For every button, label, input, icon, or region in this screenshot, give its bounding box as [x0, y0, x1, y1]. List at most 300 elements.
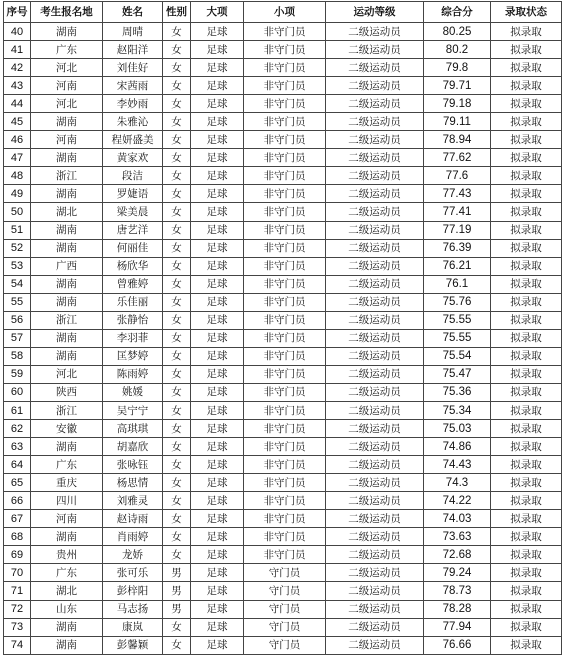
table-row	[4, 131, 562, 149]
cell-gender: 女	[163, 456, 191, 474]
table-row	[4, 185, 562, 203]
cell-level: 二级运动员	[326, 77, 424, 95]
cell-event: 非守门员	[244, 185, 326, 203]
cell-name: 杨欣华	[103, 257, 163, 275]
cell-event: 非守门员	[244, 257, 326, 275]
cell-score: 75.36	[424, 383, 491, 401]
cell-region: 湖北	[31, 582, 103, 600]
cell-name: 段洁	[103, 167, 163, 185]
cell-gender: 女	[163, 528, 191, 546]
cell-index: 44	[4, 95, 31, 113]
cell-status: 拟录取	[491, 383, 562, 401]
cell-sport: 足球	[191, 401, 244, 419]
cell-name: 唐艺洋	[103, 221, 163, 239]
cell-status: 拟录取	[491, 365, 562, 383]
cell-event: 守门员	[244, 582, 326, 600]
cell-level: 二级运动员	[326, 347, 424, 365]
cell-status: 拟录取	[491, 618, 562, 636]
admission-table	[3, 1, 562, 655]
cell-level: 二级运动员	[326, 113, 424, 131]
cell-index: 56	[4, 311, 31, 329]
cell-index: 60	[4, 383, 31, 401]
cell-index: 50	[4, 203, 31, 221]
cell-name: 肖雨婷	[103, 528, 163, 546]
cell-name: 马志扬	[103, 600, 163, 618]
cell-index: 57	[4, 329, 31, 347]
cell-level: 二级运动员	[326, 221, 424, 239]
header-cell-gender: 性别	[163, 2, 191, 23]
cell-level: 二级运动员	[326, 636, 424, 654]
cell-status: 拟录取	[491, 203, 562, 221]
cell-index: 55	[4, 293, 31, 311]
cell-event: 非守门员	[244, 131, 326, 149]
cell-event: 非守门员	[244, 23, 326, 41]
cell-name: 罗婕语	[103, 185, 163, 203]
cell-level: 二级运动员	[326, 23, 424, 41]
cell-sport: 足球	[191, 564, 244, 582]
table-row	[4, 600, 562, 618]
cell-event: 非守门员	[244, 113, 326, 131]
table-row	[4, 221, 562, 239]
cell-name: 黄家欢	[103, 149, 163, 167]
cell-event: 非守门员	[244, 95, 326, 113]
cell-score: 75.54	[424, 347, 491, 365]
cell-event: 非守门员	[244, 383, 326, 401]
cell-score: 73.63	[424, 528, 491, 546]
cell-sport: 足球	[191, 113, 244, 131]
cell-name: 龙娇	[103, 546, 163, 564]
cell-index: 74	[4, 636, 31, 654]
cell-index: 40	[4, 23, 31, 41]
table-row	[4, 401, 562, 419]
cell-gender: 女	[163, 420, 191, 438]
cell-score: 76.39	[424, 239, 491, 257]
cell-name: 李羽菲	[103, 329, 163, 347]
cell-region: 湖南	[31, 329, 103, 347]
header-cell-name: 姓名	[103, 2, 163, 23]
table-row	[4, 239, 562, 257]
cell-region: 河南	[31, 131, 103, 149]
table-row	[4, 582, 562, 600]
cell-level: 二级运动员	[326, 420, 424, 438]
cell-region: 湖南	[31, 293, 103, 311]
cell-index: 68	[4, 528, 31, 546]
cell-sport: 足球	[191, 77, 244, 95]
cell-level: 二级运动员	[326, 365, 424, 383]
cell-level: 二级运动员	[326, 275, 424, 293]
cell-status: 拟录取	[491, 113, 562, 131]
cell-index: 41	[4, 41, 31, 59]
cell-name: 吴宁宁	[103, 401, 163, 419]
cell-name: 宋茜雨	[103, 77, 163, 95]
cell-level: 二级运动员	[326, 474, 424, 492]
cell-level: 二级运动员	[326, 492, 424, 510]
cell-event: 非守门员	[244, 492, 326, 510]
cell-name: 张静怡	[103, 311, 163, 329]
header-cell-sport: 大项	[191, 2, 244, 23]
cell-sport: 足球	[191, 636, 244, 654]
cell-event: 非守门员	[244, 474, 326, 492]
cell-gender: 男	[163, 582, 191, 600]
cell-score: 77.41	[424, 203, 491, 221]
cell-sport: 足球	[191, 311, 244, 329]
cell-region: 山东	[31, 600, 103, 618]
header-cell-index: 序号	[4, 2, 31, 23]
cell-status: 拟录取	[491, 401, 562, 419]
cell-score: 79.8	[424, 59, 491, 77]
admission-table-sheet	[3, 1, 561, 655]
cell-index: 43	[4, 77, 31, 95]
cell-index: 59	[4, 365, 31, 383]
cell-index: 73	[4, 618, 31, 636]
cell-sport: 足球	[191, 347, 244, 365]
cell-sport: 足球	[191, 221, 244, 239]
table-row	[4, 77, 562, 95]
table-row	[4, 347, 562, 365]
cell-region: 陕西	[31, 383, 103, 401]
cell-gender: 女	[163, 149, 191, 167]
cell-event: 守门员	[244, 618, 326, 636]
cell-sport: 足球	[191, 456, 244, 474]
header-cell-event: 小项	[244, 2, 326, 23]
cell-name: 刘雅灵	[103, 492, 163, 510]
table-row	[4, 456, 562, 474]
cell-status: 拟录取	[491, 41, 562, 59]
cell-status: 拟录取	[491, 438, 562, 456]
cell-region: 湖南	[31, 636, 103, 654]
cell-status: 拟录取	[491, 149, 562, 167]
cell-index: 46	[4, 131, 31, 149]
cell-score: 75.55	[424, 311, 491, 329]
cell-gender: 女	[163, 293, 191, 311]
cell-sport: 足球	[191, 492, 244, 510]
cell-sport: 足球	[191, 383, 244, 401]
cell-gender: 女	[163, 41, 191, 59]
cell-level: 二级运动员	[326, 329, 424, 347]
cell-index: 51	[4, 221, 31, 239]
cell-level: 二级运动员	[326, 438, 424, 456]
table-row	[4, 420, 562, 438]
cell-score: 77.62	[424, 149, 491, 167]
cell-region: 四川	[31, 492, 103, 510]
cell-status: 拟录取	[491, 257, 562, 275]
cell-gender: 女	[163, 311, 191, 329]
cell-sport: 足球	[191, 203, 244, 221]
cell-gender: 女	[163, 636, 191, 654]
table-row	[4, 113, 562, 131]
cell-event: 非守门员	[244, 438, 326, 456]
cell-gender: 男	[163, 564, 191, 582]
cell-region: 河南	[31, 510, 103, 528]
table-row	[4, 293, 562, 311]
cell-name: 刘佳好	[103, 59, 163, 77]
cell-gender: 女	[163, 95, 191, 113]
cell-region: 湖南	[31, 438, 103, 456]
cell-region: 湖南	[31, 275, 103, 293]
cell-name: 赵阳洋	[103, 41, 163, 59]
table-row	[4, 636, 562, 654]
header-cell-status: 录取状态	[491, 2, 562, 23]
cell-status: 拟录取	[491, 546, 562, 564]
cell-level: 二级运动员	[326, 618, 424, 636]
cell-index: 72	[4, 600, 31, 618]
cell-name: 张咏钰	[103, 456, 163, 474]
cell-level: 二级运动员	[326, 167, 424, 185]
cell-sport: 足球	[191, 131, 244, 149]
cell-score: 76.1	[424, 275, 491, 293]
cell-gender: 男	[163, 600, 191, 618]
cell-score: 80.2	[424, 41, 491, 59]
cell-status: 拟录取	[491, 456, 562, 474]
cell-name: 赵诗雨	[103, 510, 163, 528]
cell-gender: 女	[163, 275, 191, 293]
cell-region: 湖南	[31, 113, 103, 131]
cell-sport: 足球	[191, 149, 244, 167]
cell-event: 非守门员	[244, 311, 326, 329]
cell-gender: 女	[163, 257, 191, 275]
cell-region: 浙江	[31, 167, 103, 185]
cell-name: 朱雅沁	[103, 113, 163, 131]
cell-region: 湖南	[31, 149, 103, 167]
table-header-row	[4, 2, 562, 23]
cell-name: 姚媛	[103, 383, 163, 401]
cell-region: 贵州	[31, 546, 103, 564]
cell-sport: 足球	[191, 365, 244, 383]
table-row	[4, 492, 562, 510]
cell-score: 79.24	[424, 564, 491, 582]
cell-sport: 足球	[191, 438, 244, 456]
cell-status: 拟录取	[491, 95, 562, 113]
cell-level: 二级运动员	[326, 456, 424, 474]
cell-region: 湖南	[31, 347, 103, 365]
cell-status: 拟录取	[491, 329, 562, 347]
cell-sport: 足球	[191, 185, 244, 203]
cell-sport: 足球	[191, 528, 244, 546]
table-row	[4, 41, 562, 59]
cell-name: 杨思情	[103, 474, 163, 492]
cell-level: 二级运动员	[326, 600, 424, 618]
cell-index: 70	[4, 564, 31, 582]
cell-event: 非守门员	[244, 203, 326, 221]
cell-sport: 足球	[191, 239, 244, 257]
cell-gender: 女	[163, 77, 191, 95]
cell-score: 78.73	[424, 582, 491, 600]
cell-gender: 女	[163, 59, 191, 77]
cell-name: 康岚	[103, 618, 163, 636]
cell-sport: 足球	[191, 618, 244, 636]
cell-level: 二级运动员	[326, 528, 424, 546]
cell-region: 广西	[31, 257, 103, 275]
cell-gender: 女	[163, 131, 191, 149]
cell-status: 拟录取	[491, 293, 562, 311]
cell-region: 湖北	[31, 203, 103, 221]
cell-gender: 女	[163, 383, 191, 401]
cell-index: 45	[4, 113, 31, 131]
table-row	[4, 149, 562, 167]
cell-region: 广东	[31, 41, 103, 59]
cell-name: 李妙雨	[103, 95, 163, 113]
cell-score: 74.86	[424, 438, 491, 456]
cell-status: 拟录取	[491, 77, 562, 95]
cell-region: 河北	[31, 95, 103, 113]
cell-score: 75.03	[424, 420, 491, 438]
cell-sport: 足球	[191, 293, 244, 311]
cell-sport: 足球	[191, 582, 244, 600]
cell-score: 77.19	[424, 221, 491, 239]
table-row	[4, 365, 562, 383]
table-row	[4, 59, 562, 77]
table-row	[4, 528, 562, 546]
cell-name: 彭馨颖	[103, 636, 163, 654]
table-row	[4, 203, 562, 221]
cell-event: 非守门员	[244, 456, 326, 474]
cell-score: 75.34	[424, 401, 491, 419]
cell-status: 拟录取	[491, 275, 562, 293]
table-row	[4, 329, 562, 347]
cell-status: 拟录取	[491, 600, 562, 618]
cell-event: 非守门员	[244, 275, 326, 293]
cell-region: 广东	[31, 456, 103, 474]
cell-sport: 足球	[191, 23, 244, 41]
cell-level: 二级运动员	[326, 582, 424, 600]
cell-sport: 足球	[191, 546, 244, 564]
cell-level: 二级运动员	[326, 293, 424, 311]
cell-event: 非守门员	[244, 221, 326, 239]
cell-gender: 女	[163, 347, 191, 365]
cell-region: 浙江	[31, 311, 103, 329]
cell-name: 周晴	[103, 23, 163, 41]
cell-score: 76.21	[424, 257, 491, 275]
cell-score: 77.94	[424, 618, 491, 636]
cell-event: 非守门员	[244, 528, 326, 546]
cell-sport: 足球	[191, 329, 244, 347]
cell-event: 非守门员	[244, 59, 326, 77]
cell-status: 拟录取	[491, 23, 562, 41]
table-row	[4, 564, 562, 582]
cell-event: 非守门员	[244, 546, 326, 564]
table-row	[4, 510, 562, 528]
cell-level: 二级运动员	[326, 131, 424, 149]
table-row	[4, 311, 562, 329]
cell-region: 安徽	[31, 420, 103, 438]
cell-index: 71	[4, 582, 31, 600]
cell-score: 78.28	[424, 600, 491, 618]
cell-region: 湖南	[31, 239, 103, 257]
cell-region: 广东	[31, 564, 103, 582]
cell-index: 42	[4, 59, 31, 77]
cell-gender: 女	[163, 221, 191, 239]
cell-gender: 女	[163, 401, 191, 419]
cell-sport: 足球	[191, 600, 244, 618]
cell-level: 二级运动员	[326, 510, 424, 528]
cell-sport: 足球	[191, 95, 244, 113]
cell-name: 匡梦婷	[103, 347, 163, 365]
cell-status: 拟录取	[491, 564, 562, 582]
cell-score: 74.22	[424, 492, 491, 510]
cell-gender: 女	[163, 167, 191, 185]
cell-status: 拟录取	[491, 510, 562, 528]
cell-status: 拟录取	[491, 474, 562, 492]
cell-gender: 女	[163, 185, 191, 203]
cell-status: 拟录取	[491, 311, 562, 329]
cell-sport: 足球	[191, 257, 244, 275]
cell-status: 拟录取	[491, 636, 562, 654]
cell-index: 49	[4, 185, 31, 203]
cell-gender: 女	[163, 546, 191, 564]
cell-gender: 女	[163, 239, 191, 257]
cell-level: 二级运动员	[326, 401, 424, 419]
cell-index: 52	[4, 239, 31, 257]
cell-sport: 足球	[191, 59, 244, 77]
cell-event: 非守门员	[244, 293, 326, 311]
cell-score: 75.76	[424, 293, 491, 311]
cell-event: 守门员	[244, 600, 326, 618]
cell-name: 彭梓阳	[103, 582, 163, 600]
cell-name: 张可乐	[103, 564, 163, 582]
cell-index: 69	[4, 546, 31, 564]
cell-gender: 女	[163, 113, 191, 131]
cell-level: 二级运动员	[326, 383, 424, 401]
cell-event: 非守门员	[244, 510, 326, 528]
table-row	[4, 474, 562, 492]
cell-score: 75.47	[424, 365, 491, 383]
cell-gender: 女	[163, 329, 191, 347]
cell-index: 54	[4, 275, 31, 293]
cell-status: 拟录取	[491, 582, 562, 600]
cell-score: 77.43	[424, 185, 491, 203]
cell-gender: 女	[163, 510, 191, 528]
cell-name: 陈雨婷	[103, 365, 163, 383]
cell-sport: 足球	[191, 41, 244, 59]
cell-status: 拟录取	[491, 221, 562, 239]
cell-region: 湖南	[31, 221, 103, 239]
cell-event: 非守门员	[244, 347, 326, 365]
cell-event: 非守门员	[244, 420, 326, 438]
cell-event: 非守门员	[244, 329, 326, 347]
cell-level: 二级运动员	[326, 149, 424, 167]
table-row	[4, 167, 562, 185]
cell-index: 63	[4, 438, 31, 456]
cell-level: 二级运动员	[326, 564, 424, 582]
header-cell-level: 运动等级	[326, 2, 424, 23]
cell-sport: 足球	[191, 167, 244, 185]
cell-status: 拟录取	[491, 185, 562, 203]
cell-region: 浙江	[31, 401, 103, 419]
cell-region: 湖南	[31, 618, 103, 636]
cell-score: 79.11	[424, 113, 491, 131]
cell-region: 重庆	[31, 474, 103, 492]
header-cell-region: 考生报名地	[31, 2, 103, 23]
cell-index: 65	[4, 474, 31, 492]
cell-event: 非守门员	[244, 41, 326, 59]
table-row	[4, 257, 562, 275]
cell-status: 拟录取	[491, 492, 562, 510]
cell-sport: 足球	[191, 420, 244, 438]
cell-status: 拟录取	[491, 528, 562, 546]
cell-name: 乐佳丽	[103, 293, 163, 311]
cell-score: 77.6	[424, 167, 491, 185]
cell-status: 拟录取	[491, 59, 562, 77]
cell-name: 梁美晨	[103, 203, 163, 221]
table-body	[4, 23, 562, 655]
cell-event: 非守门员	[244, 149, 326, 167]
cell-level: 二级运动员	[326, 203, 424, 221]
cell-score: 80.25	[424, 23, 491, 41]
cell-score: 74.43	[424, 456, 491, 474]
cell-name: 曾雅婷	[103, 275, 163, 293]
cell-score: 75.55	[424, 329, 491, 347]
cell-score: 79.71	[424, 77, 491, 95]
